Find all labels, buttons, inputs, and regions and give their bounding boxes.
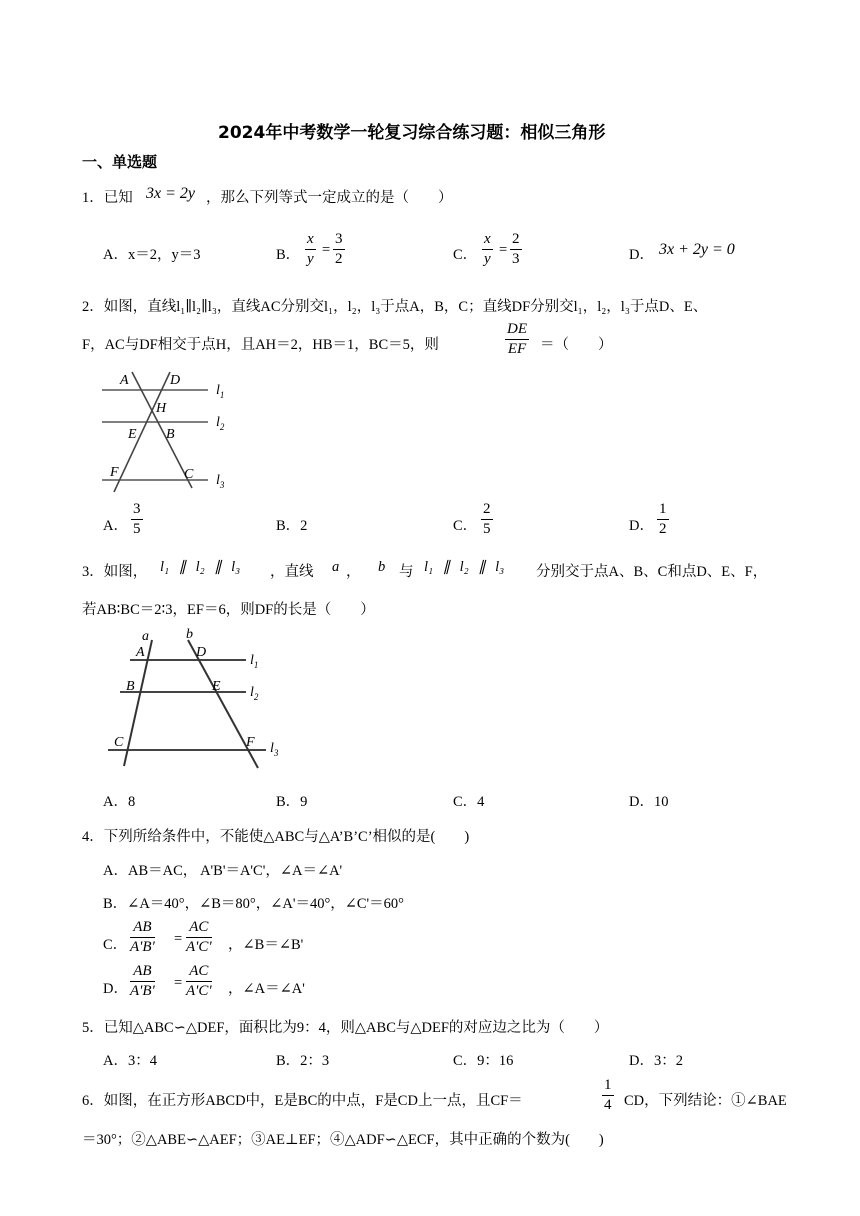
q3-label-E: E	[212, 679, 221, 694]
q3-stem-tail: 分别交于点A、B、C和点D、E、F，	[536, 564, 768, 580]
q6-stem-line1b: CD，下列结论：①∠BAE	[624, 1093, 787, 1109]
q4-option-c-frac2: AC A'C'	[186, 919, 212, 955]
q4-option-c-eq: =	[174, 931, 183, 947]
q2-label-l2: $l_2$	[216, 415, 225, 432]
q4-option-d-tail: ，∠A＝∠A'	[228, 981, 305, 997]
q4-option-c-tail: ，∠B＝∠B'	[228, 937, 304, 953]
q1-option-a: A．x＝2，y＝3	[103, 247, 201, 263]
q4-stem: 4．下列所给条件中，不能使△ABC与△A’B’C’相似的是( )	[82, 829, 470, 845]
q6-stem-line1a: 6．如图，在正方形ABCD中，E是BC的中点，F是CD上一点，且CF＝	[82, 1093, 523, 1109]
q3-label-a: a	[142, 629, 149, 644]
q1-option-b-frac-left: x y	[307, 231, 314, 267]
q2-label-D: D	[170, 373, 181, 388]
q4-option-d-eq: =	[174, 975, 183, 991]
q1-stem-rest: ，那么下列等式一定成立的是（ ）	[206, 190, 453, 206]
q3-stem-number: 3．如图，	[82, 564, 148, 580]
q3-label-l3: $l_3$	[270, 741, 279, 758]
q2-label-l1: $l_1$	[216, 383, 225, 400]
q2-option-b: B．2	[276, 518, 308, 534]
q3-line-a: a	[332, 559, 340, 575]
q5-stem: 5．已知△ABC∽△DEF，面积比为9：4，则△ABC与△DEF的对应边之比为（ ）	[82, 1020, 609, 1036]
q2-figure	[98, 366, 238, 496]
q2-label-A: A	[120, 373, 129, 388]
q4-option-d-frac1: AB A'B'	[130, 963, 155, 999]
q3-label-F: F	[246, 735, 255, 750]
q1-option-d-label: D．	[629, 247, 654, 263]
q2-option-a-frac: 3 5	[133, 501, 141, 537]
q5-option-a: A．3：4	[103, 1053, 157, 1069]
q1-option-c-frac-right: 2 3	[512, 231, 520, 267]
q5-option-b: B．2：3	[276, 1053, 330, 1069]
q1-option-d-formula: 3x + 2y = 0	[659, 241, 735, 258]
q3-option-b: B．9	[276, 794, 308, 810]
q3-figure	[100, 628, 290, 778]
q3-label-A: A	[136, 645, 145, 660]
q2-option-c-frac: 2 5	[483, 501, 491, 537]
q3-label-l1: $l_1$	[250, 653, 259, 670]
q3-label-b: b	[186, 628, 193, 642]
q3-label-C: C	[114, 735, 124, 750]
q3-option-a: A．8	[103, 794, 136, 810]
q4-option-d-frac2: AC A'C'	[186, 963, 212, 999]
q3-label-l2: $l_2$	[250, 685, 259, 702]
q6-frac: 1 4	[604, 1077, 612, 1113]
q4-option-b: B．∠A＝40°，∠B＝80°，∠A'＝40°，∠C'＝60°	[103, 896, 404, 912]
q4-option-c-label: C．	[103, 937, 128, 953]
q1-option-c-frac-left: x y	[484, 231, 491, 267]
q1-option-c-eq: =	[499, 242, 508, 258]
q1-option-b-eq: =	[322, 242, 331, 258]
q3-stem-line2: 若AB∶BC＝2∶3，EF＝6，则DF的长是（ ）	[82, 602, 375, 618]
q3-option-d: D．10	[629, 794, 669, 810]
q2-label-F: F	[110, 465, 119, 480]
q2-label-E: E	[128, 427, 137, 442]
q3-comma: ，	[346, 564, 361, 580]
q2-option-c-label: C．	[453, 518, 478, 534]
q2-label-B: B	[166, 427, 175, 442]
q5-option-c: C．9：16	[453, 1053, 514, 1069]
q2-stem-line2b: ＝（ ）	[540, 337, 613, 353]
page-title: 2024年中考数学一轮复习综合练习题：相似三角形	[218, 123, 606, 143]
q4-option-d-label: D．	[103, 981, 128, 997]
q3-stem-mid: ，直线	[270, 564, 314, 580]
section-heading: 一、单选题	[82, 153, 158, 171]
q1-formula: 3x = 2y	[146, 185, 195, 202]
q2-ratio-frac: DE EF	[507, 321, 527, 357]
q4-option-c-frac1: AB A'B'	[130, 919, 155, 955]
q3-option-c: C．4	[453, 794, 485, 810]
q3-label-B: B	[126, 679, 135, 694]
q3-line-b: b	[378, 559, 386, 575]
q3-yu: 与	[399, 564, 414, 580]
q5-option-d: D．3：2	[629, 1053, 683, 1069]
q2-label-H: H	[156, 401, 167, 416]
q2-label-l3: $l_3$	[216, 473, 225, 490]
q3-label-D: D	[196, 645, 207, 660]
q2-option-d-label: D．	[629, 518, 654, 534]
q1-stem-number: 1．已知	[82, 190, 133, 206]
q3-parallel-condition-2: l₁ ∥ l₂ ∥ l₃	[424, 559, 505, 575]
q2-stem-line2a: F，AC与DF相交于点H，且AH＝2，HB＝1，BC＝5，则	[82, 337, 439, 353]
q2-stem-line1: 2．如图，直线l₁∥l₂∥l₃，直线AC分别交l₁，l₂，l₃于点A，B，C；直线DF分别交l₁，l₂，l₃于点D、E、	[82, 299, 708, 315]
q2-option-a-label: A．	[103, 518, 128, 534]
q1-option-c-label: C．	[453, 247, 478, 263]
q6-stem-line2: ＝30°；②△ABE∽△AEF；③AE⊥EF；④△ADF∽△ECF，其中正确的个数为( )	[82, 1132, 604, 1148]
q1-option-b-label: B．	[276, 247, 301, 263]
q1-option-b-frac-right: 3 2	[335, 231, 343, 267]
q4-option-a: A．AB＝AC， A'B'＝A'C'，∠A＝∠A'	[103, 863, 343, 879]
q2-label-C: C	[184, 467, 194, 482]
q3-parallel-condition: l₁ ∥ l₂ ∥ l₃	[160, 559, 241, 575]
q2-option-d-frac: 1 2	[659, 501, 667, 537]
